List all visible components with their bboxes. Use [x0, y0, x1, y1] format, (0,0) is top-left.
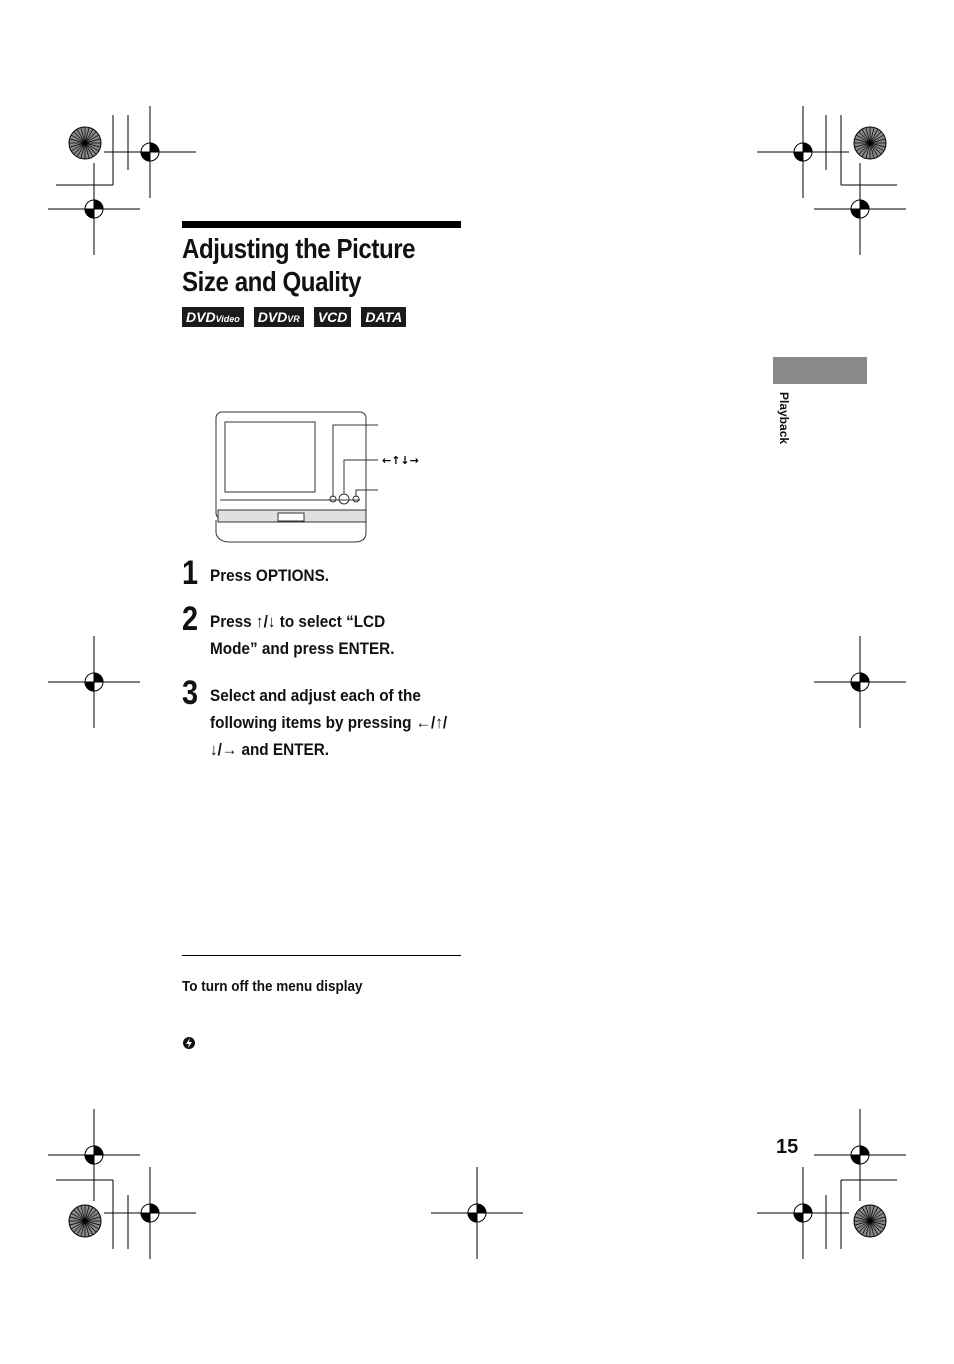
badge-dvd-vr: DVDVR	[254, 307, 304, 327]
step-2-number: 2	[182, 600, 199, 638]
note-heading: To turn off the menu display	[182, 978, 363, 995]
starburst-mark	[854, 127, 886, 159]
crosshair-mark	[48, 636, 140, 728]
step-3-number: 3	[182, 674, 199, 712]
starburst-mark	[69, 1205, 101, 1237]
starburst-mark	[69, 127, 101, 159]
format-badges	[182, 307, 406, 327]
crosshair-mark	[814, 636, 906, 728]
crosshair-mark	[104, 106, 196, 198]
page-number: 15	[776, 1136, 799, 1158]
badge-dvd-video: DVDVideo	[182, 307, 244, 327]
title-line-1: Adjusting the Picture	[182, 233, 416, 264]
badge-data: DATA	[361, 307, 406, 327]
step-2-text: Press ↑/↓ to select “LCD Mode” and press ENTER.	[210, 612, 395, 658]
section-divider	[182, 955, 461, 956]
title-bar	[182, 221, 461, 228]
badge-vcd: VCD	[314, 307, 352, 327]
page-title	[182, 232, 440, 298]
crosshair-mark	[48, 1109, 140, 1201]
section-label: Playback	[777, 392, 791, 445]
crosshair-mark	[814, 1109, 906, 1201]
step-3-text: Select and adjust each of the following items by pressing ←/↑/↓/→ and ENTER.	[210, 686, 448, 759]
title-line-2: Size and Quality	[182, 266, 362, 297]
crosshair-mark	[104, 1167, 196, 1259]
starburst-mark	[854, 1205, 886, 1237]
step-1-text: Press OPTIONS.	[210, 566, 330, 585]
crosshair-mark	[431, 1167, 523, 1259]
crosshair-mark	[814, 163, 906, 255]
crosshair-mark	[48, 163, 140, 255]
crosshair-mark	[757, 1167, 849, 1259]
section-tab	[773, 357, 867, 384]
arrow-label: ←↑↓→	[382, 454, 419, 467]
hint-icon	[182, 1036, 196, 1050]
crosshair-mark	[757, 106, 849, 198]
step-1-number: 1	[182, 554, 199, 592]
player-illustration	[210, 405, 450, 550]
